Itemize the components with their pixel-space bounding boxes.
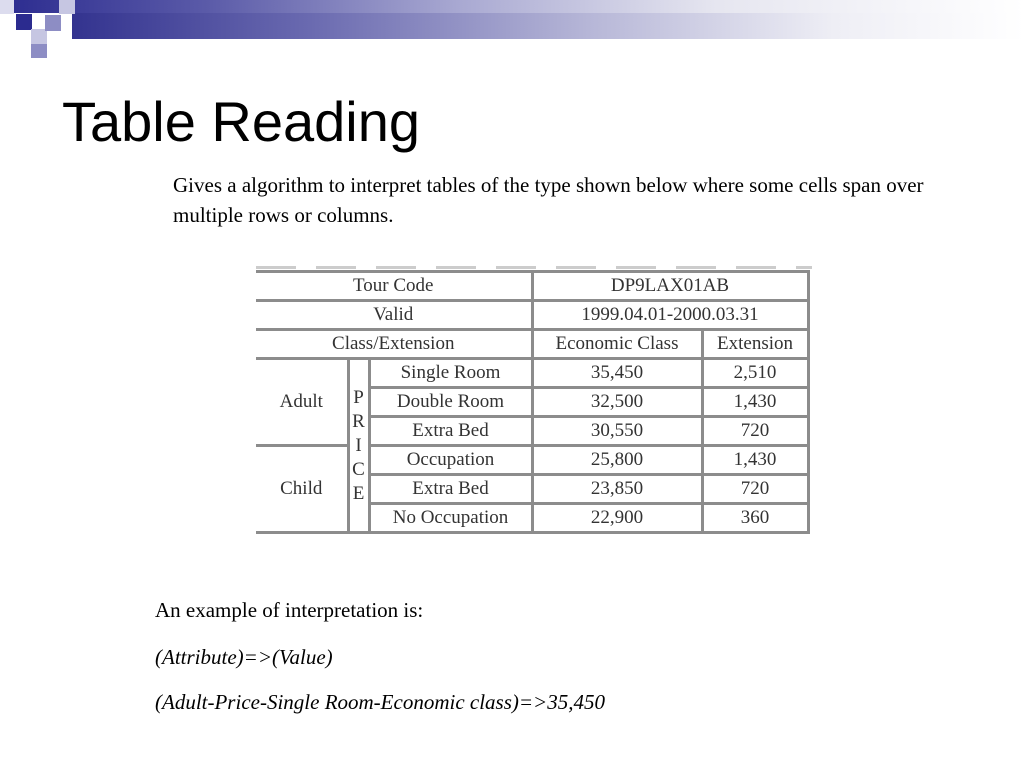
- price-vertical-label: [348, 359, 369, 533]
- price-letter: P: [353, 386, 364, 408]
- tour-code-label: Tour Code: [256, 272, 532, 301]
- economic-value: 23,850: [532, 475, 702, 504]
- valid-label: Valid: [256, 301, 532, 330]
- economic-value: 35,450: [532, 359, 702, 388]
- extension-header: Extension: [702, 330, 808, 359]
- header-square-light: [31, 29, 47, 45]
- scanned-table-image: [256, 266, 812, 562]
- table-row: [256, 359, 808, 388]
- header-gradient-bar: [72, 13, 1024, 39]
- extension-value: 1,430: [702, 388, 808, 417]
- group-adult: Adult: [256, 359, 348, 446]
- tour-price-table: [256, 270, 810, 534]
- row-label: No Occupation: [369, 504, 532, 533]
- economic-value: 30,550: [532, 417, 702, 446]
- page-title: Table Reading: [62, 90, 421, 153]
- group-child: Child: [256, 446, 348, 533]
- class-extension-label: Class/Extension: [256, 330, 532, 359]
- price-letter: R: [352, 410, 365, 432]
- extension-value: 720: [702, 417, 808, 446]
- row-label: Extra Bed: [369, 417, 532, 446]
- header-square-pale: [0, 0, 14, 14]
- table-row: [256, 301, 808, 330]
- extension-value: 1,430: [702, 446, 808, 475]
- tour-code-value: DP9LAX01AB: [532, 272, 808, 301]
- price-letter: C: [352, 458, 365, 480]
- example-format: (Attribute)=>(Value): [155, 645, 333, 669]
- header-square-mid: [45, 15, 61, 31]
- price-letter: I: [355, 434, 362, 456]
- economic-value: 25,800: [532, 446, 702, 475]
- row-label: Single Room: [369, 359, 532, 388]
- economic-class-header: Economic Class: [532, 330, 702, 359]
- economic-value: 22,900: [532, 504, 702, 533]
- header-square-mid-lower: [31, 44, 47, 58]
- table-row: [256, 272, 808, 301]
- row-label: Double Room: [369, 388, 532, 417]
- price-letter: E: [352, 482, 365, 504]
- example-heading: An example of interpretation is:: [155, 598, 424, 622]
- header-square-light-top: [59, 0, 75, 14]
- extension-value: 720: [702, 475, 808, 504]
- extension-value: 2,510: [702, 359, 808, 388]
- economic-value: 32,500: [532, 388, 702, 417]
- example-instance: (Adult-Price-Single Room-Economic class)=>35,450: [155, 690, 605, 714]
- table-row: [256, 330, 808, 359]
- table-row: [256, 446, 808, 475]
- valid-value: 1999.04.01-2000.03.31: [532, 301, 808, 330]
- extension-value: 360: [702, 504, 808, 533]
- intro-text: Gives a algorithm to interpret tables of the type shown below where some cells span over multiple rows or columns.: [173, 173, 924, 227]
- header-square-dark: [16, 14, 32, 30]
- row-label: Occupation: [369, 446, 532, 475]
- row-label: Extra Bed: [369, 475, 532, 504]
